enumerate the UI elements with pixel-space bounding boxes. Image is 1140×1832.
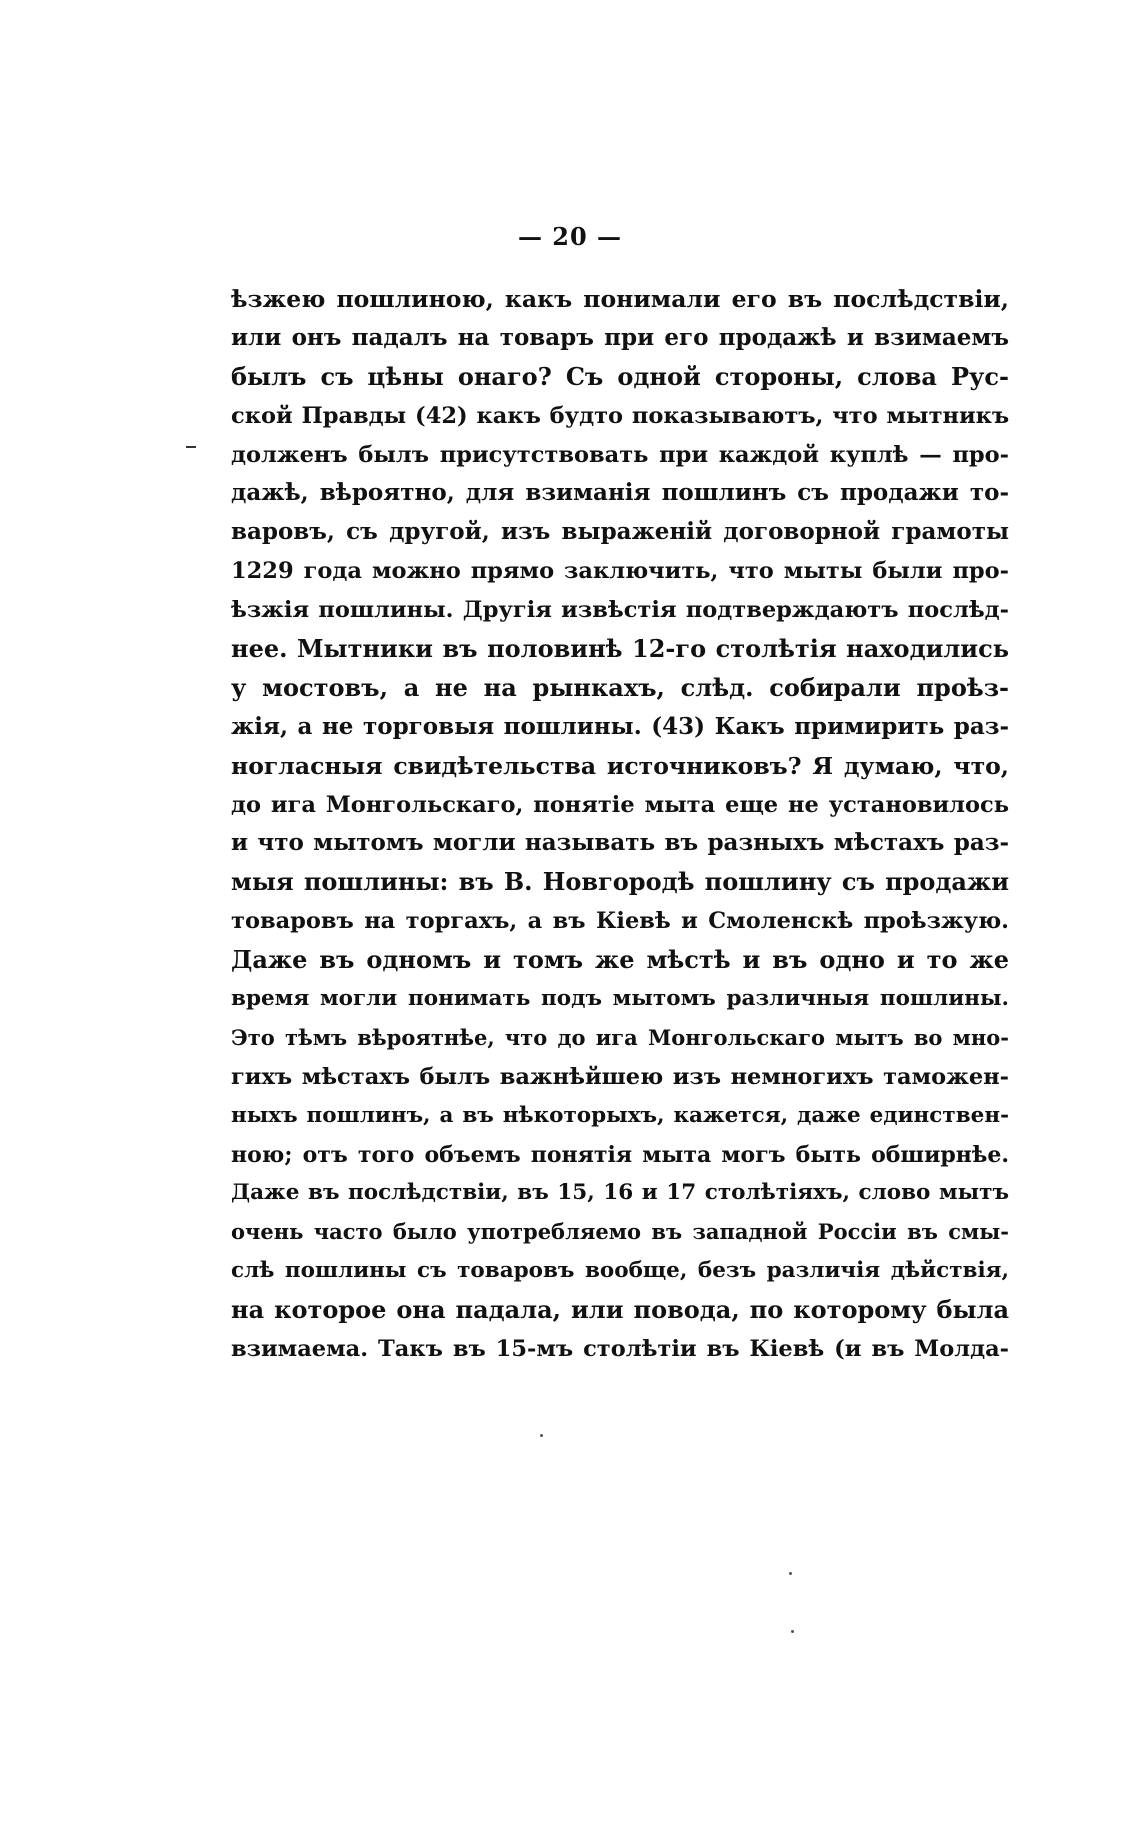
text-line-21: гихъ мѣстахъ былъ важнѣйшею изъ немногихъ таможен- xyxy=(231,1063,1009,1090)
paper-speck xyxy=(789,1572,792,1575)
text-line-15: и что мытомъ могли называть въ разныхъ мѣстахъ раз- xyxy=(231,829,1009,857)
text-line-8: 1229 года можно прямо заключить, что мыты были про- xyxy=(231,558,1009,585)
paper-speck xyxy=(540,1434,543,1437)
text-line-9: ѣзжія пошлины. Другія извѣстія подтверждаютъ послѣд- xyxy=(231,597,1009,624)
text-line-26: слѣ пошлины съ товаровъ вообще, безъ различія дѣйствія, xyxy=(231,1258,1009,1284)
text-line-2: или онъ падалъ на товаръ при его продажѣ и взимаемъ xyxy=(231,323,1009,351)
text-line-27: на которое она падала, или повода, по которому была xyxy=(231,1295,1009,1325)
text-line-7: варовъ, съ другой, изъ выраженій договорной грамоты xyxy=(231,518,1009,546)
text-line-17: товаровъ на торгахъ, а въ Кіевѣ и Смоленскѣ проѣзжую. xyxy=(231,908,1009,935)
text-line-12: жія, а не торговыя пошлины. (43) Какъ примирить раз- xyxy=(231,712,1009,740)
page-number: — 20 — xyxy=(517,222,623,251)
text-line-22: ныхъ пошлинъ, а въ нѣкоторыхъ, кажется, даже единствен- xyxy=(231,1102,1009,1128)
text-line-28: взимаема. Такъ въ 15-мъ столѣтіи въ Кіевѣ (и въ Молда- xyxy=(231,1336,1009,1363)
text-line-10: нее. Мытники въ половинѣ 12-го столѣтія находились xyxy=(231,634,1009,664)
text-line-23: ною; отъ того объемъ понятія мыта могъ быть обширнѣе. xyxy=(231,1141,1009,1168)
body-text xyxy=(231,280,1009,1369)
text-line-11: у мостовъ, а не на рынкахъ, слѣд. собирали проѣз- xyxy=(231,672,1009,702)
text-line-3: былъ съ цѣны онаго? Съ одной стороны, слова Рус- xyxy=(231,361,1009,391)
text-line-5: долженъ былъ присутствовать при каждой куплѣ — про- xyxy=(231,441,1009,468)
text-line-6: дажѣ, вѣроятно, для взиманія пошлинъ съ продажи то- xyxy=(231,479,1009,507)
text-line-19: время могли понимать подъ мытомъ различныя пошлины. xyxy=(231,986,1009,1012)
paper-speck xyxy=(791,1630,794,1633)
text-line-4: ской Правды (42) какъ будто показываютъ, что мытникъ xyxy=(231,402,1009,429)
text-line-13: ногласныя свидѣтельства источниковъ? Я думаю, что, xyxy=(231,751,1009,780)
text-line-16: мыя пошлины: въ В. Новгородѣ пошлину съ продажи xyxy=(231,867,1009,897)
text-line-14: до ига Монгольскаго, понятіе мыта еще не установилось xyxy=(231,791,1009,818)
text-line-1: ѣзжею пошлиною, какъ понимали его въ послѣдствіи, xyxy=(231,285,1009,313)
text-line-20: Это тѣмъ вѣроятнѣе, что до ига Монгольскаго мытъ во мно- xyxy=(231,1024,1009,1050)
text-line-25: очень часто было употребляемо въ западной Россіи въ смы- xyxy=(231,1219,1009,1245)
text-line-18: Даже въ одномъ и томъ же мѣстѣ и въ одно и то же xyxy=(231,945,1009,975)
margin-mark xyxy=(186,446,196,448)
text-line-24: Даже въ послѣдствіи, въ 15, 16 и 17 столѣтіяхъ, слово мытъ xyxy=(231,1180,1009,1206)
